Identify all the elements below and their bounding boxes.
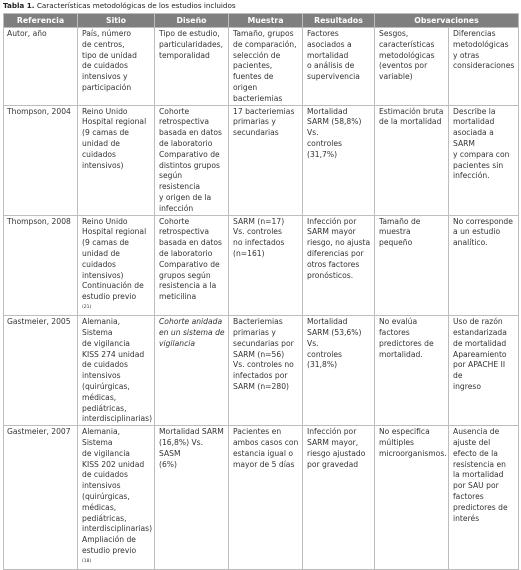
cell-text: Autor, año — [7, 29, 47, 38]
cell-sitio — [78, 105, 155, 215]
cell-text: Bacteriemias primarias y secundarias por SARM (n=56) Vs. controles no infectados por SARM (n=280) — [233, 317, 294, 392]
cell-sitio — [78, 426, 155, 570]
methodology-table — [3, 13, 519, 570]
cell-referencia — [4, 28, 78, 106]
table-caption-text: Características metodológicas de los estudios incluidos — [34, 1, 236, 10]
table-row — [4, 426, 519, 570]
cell-text: Reino Unido Hospital regional (9 camas de unidad de cuidados intensivos) — [82, 106, 147, 170]
cell-text: No corresponde a un estudio analítico. — [453, 216, 513, 248]
cell-diseno — [155, 105, 229, 215]
cell-muestra — [229, 316, 303, 426]
cell-sesgos — [375, 28, 449, 106]
table-row — [4, 215, 519, 316]
cell-referencia — [4, 215, 78, 316]
col-header-muestra: Muestra — [229, 14, 303, 28]
cell-text: Cohorte retrospectiva basada en datos de laboratorio Comparativo de grupos según resistencia a la meticilina — [159, 216, 222, 302]
col-header-resultados: Resultados — [303, 14, 375, 28]
cell-referencia — [4, 105, 78, 215]
cell-text: Alemania, Sistema de vigilancia KISS 202 unidad de cuidados intensivos (quirúrgicas, médicas, pediátricas, interdisciplinarias) Ampliación de estudio previo — [82, 427, 153, 555]
cell-text: 17 bacteriemias primarias y secundarias — [233, 106, 295, 138]
cell-muestra — [229, 105, 303, 215]
cell-referencia — [4, 316, 78, 426]
citation-ref: (21) — [82, 304, 92, 310]
cell-diferencias — [449, 28, 519, 106]
cell-text: Mortalidad SARM (16,8%) Vs. SASM (6%) — [159, 427, 224, 469]
cell-text: Uso de razón estandarizada de mortalidad Apareamiento por APACHE II de ingreso — [453, 317, 507, 392]
cell-text: Thompson, 2008 — [7, 216, 71, 226]
cell-text: Infección por SARM mayor riesgo, no ajusta diferencias por otros factores pronósticos. — [307, 216, 371, 280]
cell-text: Sesgos, características metodológicas (eventos por variable) — [379, 29, 435, 82]
cell-diseno — [155, 28, 229, 106]
citation-ref: (18) — [82, 558, 92, 564]
cell-text: Alemania, Sistema de vigilancia KISS 274 unidad de cuidados intensivos (quirúrgicas, médicas, pediátricas, interdisciplinarias) — [82, 317, 153, 424]
cell-text: Ausencia de ajuste del efecto de la resistencia en la mortalidad por SAU por factores predictores de interés — [453, 427, 508, 523]
cell-sesgos — [375, 426, 449, 570]
header-row — [4, 14, 519, 28]
table-caption — [3, 1, 236, 11]
cell-text: Gastmeier, 2007 — [7, 427, 71, 437]
cell-muestra — [229, 28, 303, 106]
cell-text: Gastmeier, 2005 — [7, 317, 71, 327]
cell-text: País, número de centros, tipo de unidad de cuidados intensivos y participación — [82, 29, 137, 92]
col-header-diseno: Diseño — [155, 14, 229, 28]
cell-text: Cohorte anidada en un sistema de vigilancia — [159, 317, 225, 348]
table-row — [4, 105, 519, 215]
cell-text: Mortalidad SARM (58,8%) Vs. controles (31,7%) — [307, 106, 362, 159]
cell-text: SARM (n=17) Vs. controles no infectados (n=161) — [233, 216, 285, 258]
cell-resultados — [303, 105, 375, 215]
cell-text: No especifica múltiples microorganismos. — [379, 427, 447, 458]
cell-sitio — [78, 28, 155, 106]
cell-text: Reino Unido Hospital regional (9 camas de unidad de cuidados intensivos) Continuación de estudio previo — [82, 216, 147, 302]
cell-sesgos — [375, 316, 449, 426]
cell-diseno — [155, 426, 229, 570]
cell-muestra — [229, 215, 303, 316]
cell-text: Tipo de estudio, particularidades, temporalidad — [159, 29, 224, 60]
col-header-referencia: Referencia — [4, 14, 78, 28]
col-header-observaciones: Observaciones — [375, 14, 519, 28]
cell-diseno — [155, 215, 229, 316]
cell-text: Pacientes en ambos casos con estancia igual o mayor de 5 días — [233, 427, 299, 469]
cell-text: Tamaño de muestra pequeño — [379, 216, 421, 248]
table-row — [4, 28, 519, 106]
cell-muestra — [229, 426, 303, 570]
cell-text: Tamaño, grupos de comparación, selección de pacientes, fuentes de origen bacteriemias — [233, 29, 297, 103]
cell-resultados — [303, 215, 375, 316]
cell-referencia — [4, 426, 78, 570]
cell-text: Describe la mortalidad asociada a SARM y compara con pacientes sin infección. — [453, 106, 510, 181]
cell-diferencias — [449, 105, 519, 215]
cell-diferencias — [449, 215, 519, 316]
cell-resultados — [303, 28, 375, 106]
col-header-sitio: Sitio — [78, 14, 155, 28]
table-row — [4, 316, 519, 426]
cell-text: Diferencias metodológicas y otras consideraciones — [453, 29, 515, 71]
cell-text: Mortalidad SARM (53,6%) Vs. controles (31,8%) — [307, 317, 362, 370]
cell-text: Cohorte retrospectiva basada en datos de laboratorio Comparativo de distintos grupos según resistencia y origen de la infección — [159, 106, 222, 213]
cell-text: Thompson, 2004 — [7, 106, 71, 116]
cell-resultados — [303, 426, 375, 570]
cell-sesgos — [375, 215, 449, 316]
cell-text: Estimación bruta de la mortalidad — [379, 106, 444, 127]
cell-text: No evalúa factores predictores de mortalidad. — [379, 317, 434, 359]
cell-sesgos — [375, 105, 449, 215]
cell-text: Infección por SARM mayor, riesgo ajustado por gravedad — [307, 427, 366, 469]
cell-sitio — [78, 316, 155, 426]
cell-diferencias — [449, 426, 519, 570]
cell-text: Factores asociados a mortalidad o análisis de supervivencia — [307, 29, 360, 82]
cell-sitio — [78, 215, 155, 316]
cell-resultados — [303, 316, 375, 426]
cell-diseno — [155, 316, 229, 426]
table-caption-label: Tabla 1. — [3, 1, 35, 10]
cell-diferencias — [449, 316, 519, 426]
